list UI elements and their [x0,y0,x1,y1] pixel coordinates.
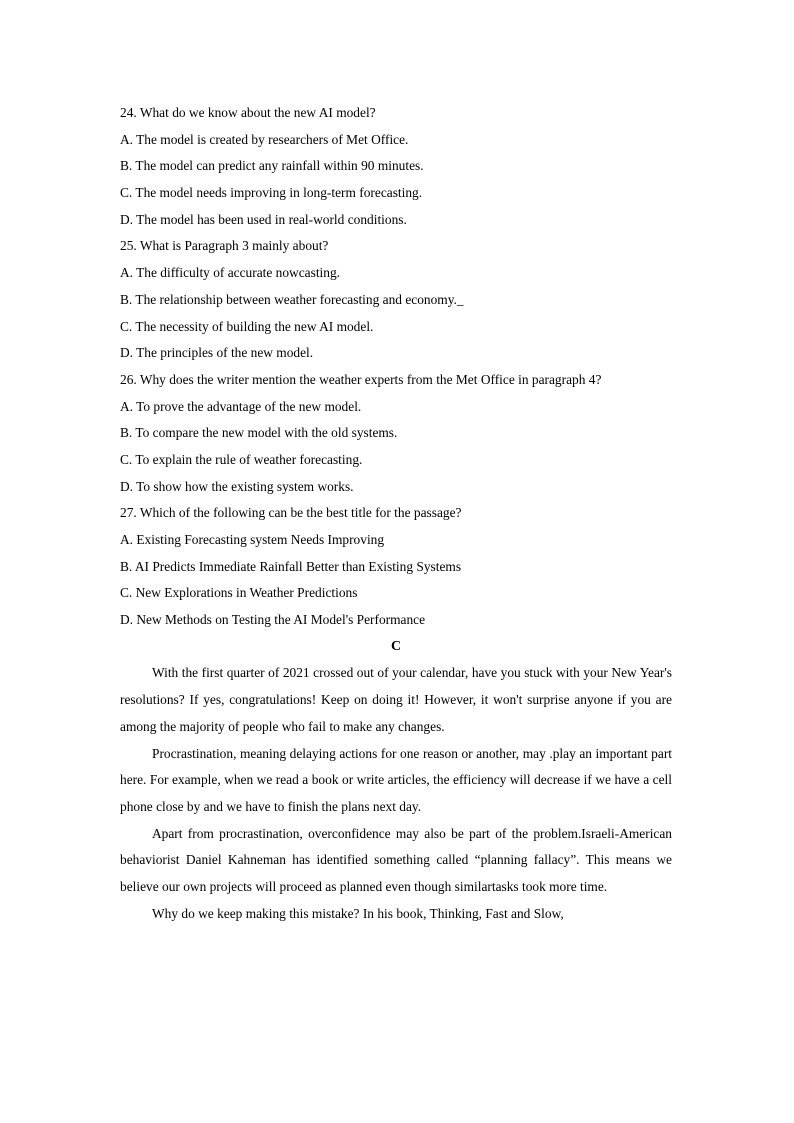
option-a: A. The model is created by researchers of Met Office. [120,131,409,147]
option-c: C. The necessity of building the new AI model. [120,318,374,334]
question-stem: 24. What do we know about the new AI model? [120,105,376,120]
question-27 [120,500,672,633]
option-b: B. The model can predict any rainfall within 90 minutes. [120,158,424,174]
option-c: C. New Explorations in Weather Predictions [120,585,358,601]
option-d: D. To show how the existing system works. [120,478,354,494]
question-stem: 27. Which of the following can be the best title for the passage? [120,505,462,521]
passage-paragraph-3: Apart from procrastination, overconfidence may also be part of the problem.Israeli-American behaviorist Daniel Kahneman has identified something called “planning fallacy”. This means we believe our own projects will proceed as planned even though similartasks took more time. [120,825,672,895]
passage-paragraph-2: Procrastination, meaning delaying actions for one reason or another, may .play an important part here. For example, when we read a book or write articles, the efficiency will decrease if we have a cell phone close by and we have to finish the plans next day. [120,745,672,814]
option-d: D. New Methods on Testing the AI Model's Performance [120,612,426,628]
document-page [120,100,672,927]
option-a: A. The difficulty of accurate nowcasting. [120,265,341,281]
option-d: D. The principles of the new model. [120,345,314,361]
question-25 [120,233,672,366]
question-24 [120,100,672,233]
option-d: D. The model has been used in real-world conditions. [120,211,407,227]
option-c: C. To explain the rule of weather forecasting. [120,451,363,467]
option-b: B. The relationship between weather forecasting and economy._ [120,291,464,307]
option-b: B. To compare the new model with the old systems. [120,425,398,441]
option-c: C. The model needs improving in long-term forecasting. [120,185,423,201]
question-stem: 25. What is Paragraph 3 mainly about? [120,238,329,254]
passage-paragraph-4: Why do we keep making this mistake? In his book, Thinking, Fast and Slow, [152,905,564,921]
option-b: B. AI Predicts Immediate Rainfall Better than Existing Systems [120,558,462,574]
section-heading: C [390,638,402,654]
question-stem: 26. Why does the writer mention the weather experts from the Met Office in paragraph 4? [120,371,602,387]
option-a: A. To prove the advantage of the new model. [120,398,362,414]
passage-paragraph-1: With the first quarter of 2021 crossed out of your calendar, have you stuck with your New Year's resolutions? If yes, congratulations! Keep on doing it! However, it won't surprise anyone if you are among the majority of people who fail to make any changes. [120,665,672,734]
question-26 [120,367,672,500]
option-a: A. Existing Forecasting system Needs Improving [120,532,385,548]
